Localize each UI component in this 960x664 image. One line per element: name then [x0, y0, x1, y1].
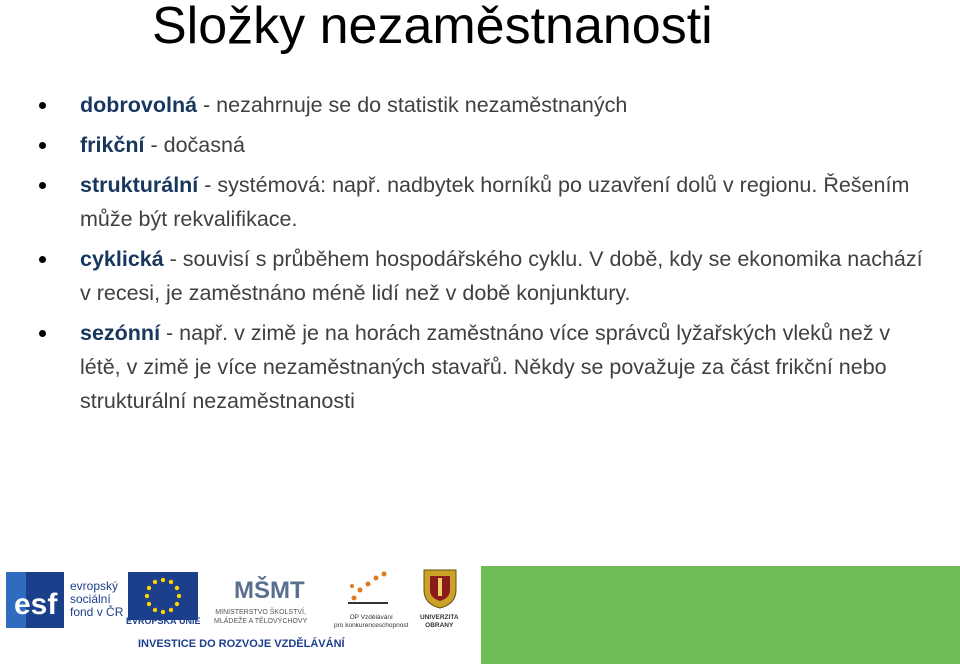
bullet-icon	[39, 102, 46, 109]
list-item	[36, 88, 936, 122]
msmt-logo-text: MŠMT	[234, 577, 305, 604]
bullet-term: dobrovolná	[80, 93, 198, 117]
bullet-term: sezónní	[80, 321, 161, 345]
esf-caption: evropský sociální fond v ČR	[70, 579, 124, 619]
bullet-icon	[39, 330, 46, 337]
esf-logo-text: esf	[14, 588, 58, 621]
list-item	[36, 128, 936, 162]
msmt-logo-icon	[232, 568, 305, 606]
university-caption: UNIVERZITA OBRANY	[420, 614, 459, 629]
footer-tagline: INVESTICE DO ROZVOJE VZDĚLÁVÁNÍ	[138, 638, 345, 650]
op-caption: OP Vzdělávání pro konkurenceschopnost	[334, 614, 409, 629]
eu-flag-icon	[128, 572, 198, 620]
page-title: Složky nezaměstnanosti	[152, 0, 713, 55]
bullet-text: - souvisí s průběhem hospodářského cyklu. V době, kdy se ekonomika nachází v recesi, je zaměstnáno méně lidí než v době konjunktury.	[80, 247, 923, 305]
eu-caption: EVROPSKÁ UNIE	[126, 616, 201, 626]
footer-green-band	[481, 566, 960, 664]
list-item	[36, 316, 936, 418]
university-crest-icon	[420, 566, 460, 610]
bullet-term: strukturální	[80, 173, 199, 197]
bullet-icon	[39, 142, 46, 149]
bullet-text: - dočasná	[144, 133, 245, 157]
list-item	[36, 168, 936, 236]
msmt-caption: MINISTERSTVO ŠKOLSTVÍ, MLÁDEŽE A TĚLOVÝCHOVY	[214, 609, 308, 625]
bullet-text: - nezahrnuje se do statistik nezaměstnaných	[197, 93, 628, 117]
bullet-icon	[39, 182, 46, 189]
bullet-text: - např. v zimě je na horách zaměstnáno více správců lyžařských vleků než v létě, v zimě je více nezaměstnaných stavařů. Někdy se považuje za část frikční nebo strukturální nezaměstnanosti	[80, 321, 891, 413]
bullet-term: frikční	[80, 133, 145, 157]
bullet-icon	[39, 256, 46, 263]
esf-logo-icon	[6, 572, 64, 628]
bullet-list	[36, 88, 936, 424]
list-item	[36, 242, 936, 310]
bullet-text: - systémová: např. nadbytek horníků po uzavření dolů v regionu. Řešením může být rekvalifikace.	[80, 173, 910, 231]
op-logo-icon	[344, 568, 392, 608]
bullet-term: cyklická	[80, 247, 164, 271]
